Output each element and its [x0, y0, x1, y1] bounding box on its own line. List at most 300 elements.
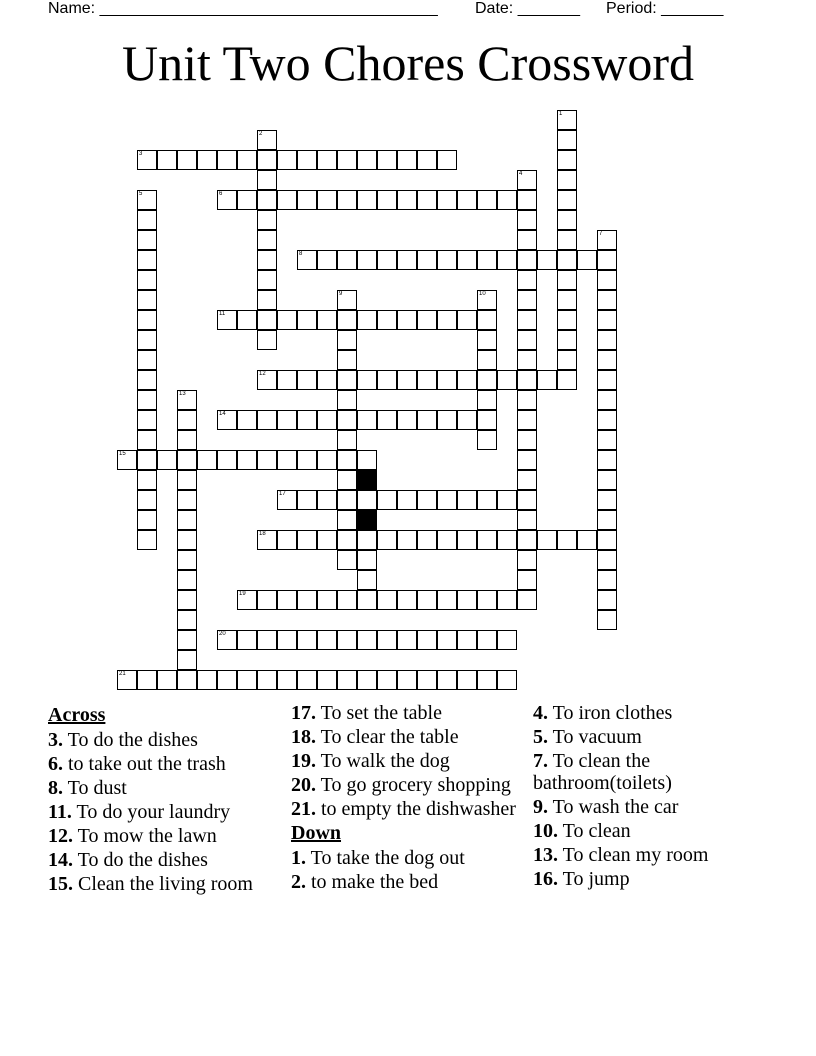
crossword-cell[interactable]: [437, 310, 457, 330]
crossword-cell[interactable]: [477, 530, 497, 550]
crossword-cell[interactable]: [177, 570, 197, 590]
crossword-cell[interactable]: [297, 310, 317, 330]
crossword-cell[interactable]: [457, 630, 477, 650]
cell-number: 5: [139, 191, 143, 197]
crossword-cell[interactable]: [237, 190, 257, 210]
crossword-cell[interactable]: [497, 250, 517, 270]
crossword-cell[interactable]: [177, 450, 197, 470]
crossword-cell[interactable]: [517, 270, 537, 290]
crossword-cell[interactable]: [237, 630, 257, 650]
crossword-cell[interactable]: [497, 670, 517, 690]
crossword-cell[interactable]: [357, 590, 377, 610]
crossword-cell[interactable]: [177, 530, 197, 550]
crossword-cell[interactable]: [177, 470, 197, 490]
crossword-cell[interactable]: [517, 570, 537, 590]
crossword-cell[interactable]: [557, 270, 577, 290]
crossword-cell[interactable]: [357, 570, 377, 590]
crossword-cell[interactable]: [517, 290, 537, 310]
crossword-cell[interactable]: [437, 250, 457, 270]
crossword-cell[interactable]: [277, 590, 297, 610]
crossword-cell[interactable]: [357, 150, 377, 170]
crossword-cell[interactable]: [317, 450, 337, 470]
crossword-cell[interactable]: [197, 670, 217, 690]
crossword-cell[interactable]: [197, 150, 217, 170]
crossword-cell[interactable]: [297, 370, 317, 390]
crossword-cell[interactable]: [137, 310, 157, 330]
crossword-cell[interactable]: [517, 550, 537, 570]
crossword-cell[interactable]: [317, 490, 337, 510]
crossword-cell[interactable]: [477, 330, 497, 350]
crossword-cell[interactable]: [337, 590, 357, 610]
crossword-cell[interactable]: [557, 310, 577, 330]
crossword-cell[interactable]: [257, 150, 277, 170]
crossword-cell[interactable]: [417, 410, 437, 430]
crossword-cell[interactable]: [417, 630, 437, 650]
crossword-cell[interactable]: [457, 670, 477, 690]
crossword-cell[interactable]: [137, 430, 157, 450]
crossword-cell[interactable]: [437, 630, 457, 650]
crossword-cell[interactable]: [317, 190, 337, 210]
clue-across-8: [48, 777, 273, 799]
crossword-cell[interactable]: [357, 490, 377, 510]
crossword-cell[interactable]: [397, 630, 417, 650]
crossword-cell[interactable]: [457, 590, 477, 610]
crossword-cell[interactable]: [277, 630, 297, 650]
crossword-cell[interactable]: [177, 650, 197, 670]
crossword-cell[interactable]: [317, 670, 337, 690]
crossword-cell[interactable]: [357, 530, 377, 550]
crossword-cell[interactable]: [277, 190, 297, 210]
crossword-cell[interactable]: [177, 590, 197, 610]
crossword-cell[interactable]: [497, 370, 517, 390]
crossword-cell[interactable]: [337, 410, 357, 430]
crossword-cell[interactable]: [217, 190, 237, 210]
crossword-cell[interactable]: [517, 230, 537, 250]
crossword-cell[interactable]: [597, 450, 617, 470]
crossword-cell[interactable]: [137, 250, 157, 270]
crossword-cell[interactable]: [597, 250, 617, 270]
crossword-cell[interactable]: [137, 370, 157, 390]
crossword-cell[interactable]: [517, 390, 537, 410]
crossword-cell[interactable]: [557, 150, 577, 170]
crossword-cell[interactable]: [217, 450, 237, 470]
crossword-cell[interactable]: [437, 590, 457, 610]
crossword-cell[interactable]: [417, 670, 437, 690]
crossword-cell[interactable]: [517, 530, 537, 550]
crossword-cell[interactable]: [137, 330, 157, 350]
crossword-cell[interactable]: [277, 530, 297, 550]
crossword-cell[interactable]: [177, 510, 197, 530]
crossword-cell[interactable]: [337, 150, 357, 170]
crossword-cell[interactable]: [137, 190, 157, 210]
crossword-cell[interactable]: [117, 450, 137, 470]
crossword-cell[interactable]: [337, 490, 357, 510]
crossword-cell[interactable]: [277, 410, 297, 430]
crossword-cell[interactable]: [357, 310, 377, 330]
crossword-cell[interactable]: [397, 490, 417, 510]
crossword-cell[interactable]: [597, 550, 617, 570]
crossword-cell[interactable]: [297, 450, 317, 470]
crossword-cell[interactable]: [517, 450, 537, 470]
crossword-cell[interactable]: [237, 310, 257, 330]
cell-number: 1: [559, 111, 563, 117]
crossword-cell[interactable]: [477, 430, 497, 450]
crossword-cell[interactable]: [457, 490, 477, 510]
crossword-cell[interactable]: [397, 370, 417, 390]
clue-text: To walk the dog: [320, 750, 450, 772]
crossword-cell[interactable]: [177, 630, 197, 650]
crossword-cell[interactable]: [577, 530, 597, 550]
crossword-cell[interactable]: [257, 270, 277, 290]
crossword-cell[interactable]: [277, 310, 297, 330]
crossword-cell[interactable]: [137, 410, 157, 430]
crossword-cell[interactable]: [457, 250, 477, 270]
crossword-cell[interactable]: [177, 430, 197, 450]
crossword-cell[interactable]: [317, 310, 337, 330]
crossword-cell[interactable]: [257, 530, 277, 550]
crossword-cell[interactable]: [337, 390, 357, 410]
crossword-cell[interactable]: [597, 290, 617, 310]
crossword-cell[interactable]: [317, 370, 337, 390]
crossword-cell[interactable]: [137, 210, 157, 230]
crossword-cell[interactable]: [377, 190, 397, 210]
crossword-cell[interactable]: [357, 410, 377, 430]
crossword-cell[interactable]: [457, 190, 477, 210]
crossword-cell[interactable]: [377, 670, 397, 690]
crossword-cell[interactable]: [277, 670, 297, 690]
crossword-cell[interactable]: [477, 630, 497, 650]
crossword-cell[interactable]: [457, 310, 477, 330]
crossword-cell[interactable]: [477, 310, 497, 330]
crossword-cell[interactable]: [137, 230, 157, 250]
crossword-cell[interactable]: [257, 670, 277, 690]
crossword-cell[interactable]: [357, 250, 377, 270]
crossword-cell[interactable]: [517, 410, 537, 430]
crossword-cell[interactable]: [317, 590, 337, 610]
crossword-cell[interactable]: [297, 190, 317, 210]
crossword-cell[interactable]: [297, 630, 317, 650]
crossword-cell[interactable]: [337, 250, 357, 270]
crossword-cell[interactable]: [377, 490, 397, 510]
crossword-cell[interactable]: [477, 350, 497, 370]
crossword-cell[interactable]: [177, 410, 197, 430]
crossword-cell[interactable]: [397, 590, 417, 610]
crossword-cell[interactable]: [557, 250, 577, 270]
crossword-cell[interactable]: [497, 490, 517, 510]
crossword-cell[interactable]: [317, 250, 337, 270]
crossword-cell[interactable]: [557, 130, 577, 150]
crossword-cell[interactable]: [597, 310, 617, 330]
crossword-cell[interactable]: [517, 510, 537, 530]
crossword-cell[interactable]: [277, 370, 297, 390]
crossword-cell[interactable]: [377, 370, 397, 390]
crossword-cell[interactable]: [417, 310, 437, 330]
crossword-cell[interactable]: [437, 670, 457, 690]
crossword-cell[interactable]: [237, 590, 257, 610]
crossword-cell[interactable]: [237, 410, 257, 430]
crossword-cell[interactable]: [537, 250, 557, 270]
crossword-cell[interactable]: [557, 330, 577, 350]
crossword-cell[interactable]: [437, 190, 457, 210]
crossword-cell[interactable]: [437, 410, 457, 430]
crossword-cell[interactable]: [557, 110, 577, 130]
crossword-cell[interactable]: [437, 490, 457, 510]
crossword-cell[interactable]: [137, 350, 157, 370]
crossword-cell[interactable]: [517, 190, 537, 210]
crossword-cell[interactable]: [157, 670, 177, 690]
crossword-cell[interactable]: [277, 150, 297, 170]
crossword-cell[interactable]: [517, 490, 537, 510]
crossword-cell[interactable]: [257, 590, 277, 610]
crossword-cell[interactable]: [217, 670, 237, 690]
crossword-cell[interactable]: [237, 150, 257, 170]
crossword-cell[interactable]: [337, 550, 357, 570]
crossword-cell[interactable]: [377, 410, 397, 430]
crossword-cell[interactable]: [377, 530, 397, 550]
crossword-cell[interactable]: [397, 150, 417, 170]
crossword-cell[interactable]: [337, 670, 357, 690]
crossword-cell[interactable]: [457, 370, 477, 390]
crossword-cell[interactable]: [337, 470, 357, 490]
crossword-cell[interactable]: [557, 290, 577, 310]
crossword-cell[interactable]: [337, 310, 357, 330]
crossword-cell[interactable]: [257, 130, 277, 150]
crossword-cell[interactable]: [357, 190, 377, 210]
crossword-cell[interactable]: [137, 450, 157, 470]
clue-down-1: [291, 847, 516, 869]
crossword-cell[interactable]: [177, 490, 197, 510]
crossword-cell[interactable]: [177, 610, 197, 630]
crossword-cell[interactable]: [597, 370, 617, 390]
crossword-cell[interactable]: [257, 330, 277, 350]
crossword-cell[interactable]: [477, 670, 497, 690]
crossword-cell[interactable]: [557, 190, 577, 210]
crossword-cell[interactable]: [177, 550, 197, 570]
crossword-cell[interactable]: [137, 150, 157, 170]
crossword-cell[interactable]: [257, 230, 277, 250]
crossword-cell[interactable]: [597, 350, 617, 370]
crossword-cell[interactable]: [377, 590, 397, 610]
crossword-cell[interactable]: [337, 510, 357, 530]
crossword-cell[interactable]: [337, 330, 357, 350]
crossword-cell[interactable]: [257, 210, 277, 230]
crossword-cell[interactable]: [137, 490, 157, 510]
crossword-cell[interactable]: [317, 410, 337, 430]
crossword-cell[interactable]: [517, 430, 537, 450]
crossword-cell[interactable]: [477, 290, 497, 310]
crossword-cell[interactable]: [597, 270, 617, 290]
crossword-cell[interactable]: [397, 670, 417, 690]
crossword-cell[interactable]: [337, 350, 357, 370]
crossword-cell[interactable]: [137, 510, 157, 530]
crossword-cell[interactable]: [517, 250, 537, 270]
crossword-cell[interactable]: [337, 190, 357, 210]
crossword-cell[interactable]: [317, 530, 337, 550]
date-field[interactable]: Date: _______: [475, 0, 580, 17]
crossword-cell[interactable]: [517, 310, 537, 330]
crossword-cell[interactable]: [437, 150, 457, 170]
crossword-cell[interactable]: [497, 590, 517, 610]
crossword-cell[interactable]: [297, 490, 317, 510]
crossword-cell[interactable]: [297, 150, 317, 170]
crossword-cell[interactable]: [517, 170, 537, 190]
crossword-cell[interactable]: [597, 230, 617, 250]
crossword-cell[interactable]: [457, 410, 477, 430]
crossword-cell[interactable]: [357, 670, 377, 690]
crossword-cell[interactable]: [237, 670, 257, 690]
crossword-cell[interactable]: [357, 630, 377, 650]
crossword-cell[interactable]: [257, 410, 277, 430]
crossword-cell[interactable]: [137, 270, 157, 290]
black-cell: [357, 470, 377, 490]
crossword-cell[interactable]: [557, 210, 577, 230]
crossword-cell[interactable]: [337, 370, 357, 390]
crossword-cell[interactable]: [277, 450, 297, 470]
crossword-cell[interactable]: [557, 370, 577, 390]
crossword-cell[interactable]: [597, 610, 617, 630]
crossword-cell[interactable]: [577, 250, 597, 270]
crossword-cell[interactable]: [477, 490, 497, 510]
crossword-cell[interactable]: [597, 570, 617, 590]
crossword-cell[interactable]: [417, 250, 437, 270]
crossword-cell[interactable]: [517, 210, 537, 230]
black-cell: [357, 510, 377, 530]
clue-text: To clean: [562, 820, 631, 842]
crossword-cell[interactable]: [497, 630, 517, 650]
crossword-cell[interactable]: [557, 230, 577, 250]
crossword-cell[interactable]: [397, 250, 417, 270]
crossword-cell[interactable]: [177, 390, 197, 410]
crossword-cell[interactable]: [257, 190, 277, 210]
crossword-cell[interactable]: [137, 390, 157, 410]
crossword-cell[interactable]: [417, 190, 437, 210]
crossword-cell[interactable]: [477, 190, 497, 210]
crossword-cell[interactable]: [597, 530, 617, 550]
clue-text: To mow the lawn: [77, 825, 217, 847]
crossword-cell[interactable]: [257, 370, 277, 390]
crossword-cell[interactable]: [157, 150, 177, 170]
crossword-cell[interactable]: [397, 410, 417, 430]
crossword-cell[interactable]: [357, 550, 377, 570]
crossword-cell[interactable]: [297, 410, 317, 430]
crossword-cell[interactable]: [477, 370, 497, 390]
crossword-cell[interactable]: [257, 250, 277, 270]
crossword-cell[interactable]: [537, 530, 557, 550]
crossword-cell[interactable]: [217, 410, 237, 430]
crossword-cell[interactable]: [517, 470, 537, 490]
crossword-cell[interactable]: [517, 350, 537, 370]
crossword-cell[interactable]: [537, 370, 557, 390]
crossword-cell[interactable]: [297, 250, 317, 270]
crossword-cell[interactable]: [517, 330, 537, 350]
crossword-cell[interactable]: [597, 470, 617, 490]
crossword-cell[interactable]: [417, 590, 437, 610]
crossword-cell[interactable]: [417, 370, 437, 390]
crossword-cell[interactable]: [437, 530, 457, 550]
crossword-cell[interactable]: [317, 150, 337, 170]
crossword-cell[interactable]: [417, 490, 437, 510]
crossword-cell[interactable]: [257, 170, 277, 190]
crossword-cell[interactable]: [417, 150, 437, 170]
crossword-cell[interactable]: [177, 670, 197, 690]
crossword-cell[interactable]: [337, 630, 357, 650]
crossword-cell[interactable]: [557, 170, 577, 190]
crossword-cell[interactable]: [497, 530, 517, 550]
crossword-cell[interactable]: [337, 430, 357, 450]
clue-down-9: [533, 796, 763, 818]
crossword-cell[interactable]: [557, 350, 577, 370]
crossword-cell[interactable]: [217, 310, 237, 330]
crossword-cell[interactable]: [477, 390, 497, 410]
clue-number: 18.: [291, 726, 316, 748]
crossword-cell[interactable]: [137, 470, 157, 490]
crossword-cell[interactable]: [557, 530, 577, 550]
name-field[interactable]: Name: ______________________________________: [48, 0, 438, 17]
period-field[interactable]: Period: _______: [606, 0, 724, 17]
crossword-cell[interactable]: [517, 370, 537, 390]
crossword-cell[interactable]: [597, 590, 617, 610]
crossword-cell[interactable]: [357, 370, 377, 390]
crossword-cell[interactable]: [337, 290, 357, 310]
crossword-cell[interactable]: [297, 670, 317, 690]
crossword-cell[interactable]: [317, 630, 337, 650]
crossword-cell[interactable]: [597, 390, 617, 410]
crossword-cell[interactable]: [357, 450, 377, 470]
crossword-cell[interactable]: [377, 150, 397, 170]
crossword-cell[interactable]: [157, 450, 177, 470]
crossword-cell[interactable]: [457, 530, 477, 550]
crossword-cell[interactable]: [137, 530, 157, 550]
crossword-cell[interactable]: [217, 150, 237, 170]
crossword-cell[interactable]: [177, 150, 197, 170]
crossword-cell[interactable]: [477, 410, 497, 430]
crossword-cell[interactable]: [417, 530, 437, 550]
crossword-cell[interactable]: [337, 530, 357, 550]
crossword-cell[interactable]: [517, 590, 537, 610]
crossword-cell[interactable]: [597, 330, 617, 350]
crossword-cell[interactable]: [297, 530, 317, 550]
crossword-cell[interactable]: [257, 290, 277, 310]
crossword-cell[interactable]: [397, 530, 417, 550]
crossword-cell[interactable]: [437, 370, 457, 390]
crossword-cell[interactable]: [117, 670, 137, 690]
crossword-cell[interactable]: [397, 310, 417, 330]
crossword-cell[interactable]: [137, 290, 157, 310]
crossword-cell[interactable]: [377, 310, 397, 330]
crossword-cell[interactable]: [597, 490, 617, 510]
crossword-cell[interactable]: [257, 630, 277, 650]
crossword-cell[interactable]: [477, 250, 497, 270]
crossword-cell[interactable]: [257, 450, 277, 470]
crossword-cell[interactable]: [597, 430, 617, 450]
crossword-cell[interactable]: [217, 630, 237, 650]
clue-text: Clean the living room: [78, 873, 253, 895]
crossword-cell[interactable]: [477, 590, 497, 610]
crossword-cell[interactable]: [237, 450, 257, 470]
crossword-cell[interactable]: [377, 250, 397, 270]
crossword-cell[interactable]: [137, 670, 157, 690]
crossword-cell[interactable]: [197, 450, 217, 470]
crossword-cell[interactable]: [377, 630, 397, 650]
crossword-cell[interactable]: [257, 310, 277, 330]
crossword-cell[interactable]: [277, 490, 297, 510]
crossword-cell[interactable]: [597, 410, 617, 430]
crossword-cell[interactable]: [297, 590, 317, 610]
crossword-cell[interactable]: [337, 450, 357, 470]
crossword-cell[interactable]: [597, 510, 617, 530]
crossword-cell[interactable]: [497, 190, 517, 210]
crossword-cell[interactable]: [397, 190, 417, 210]
